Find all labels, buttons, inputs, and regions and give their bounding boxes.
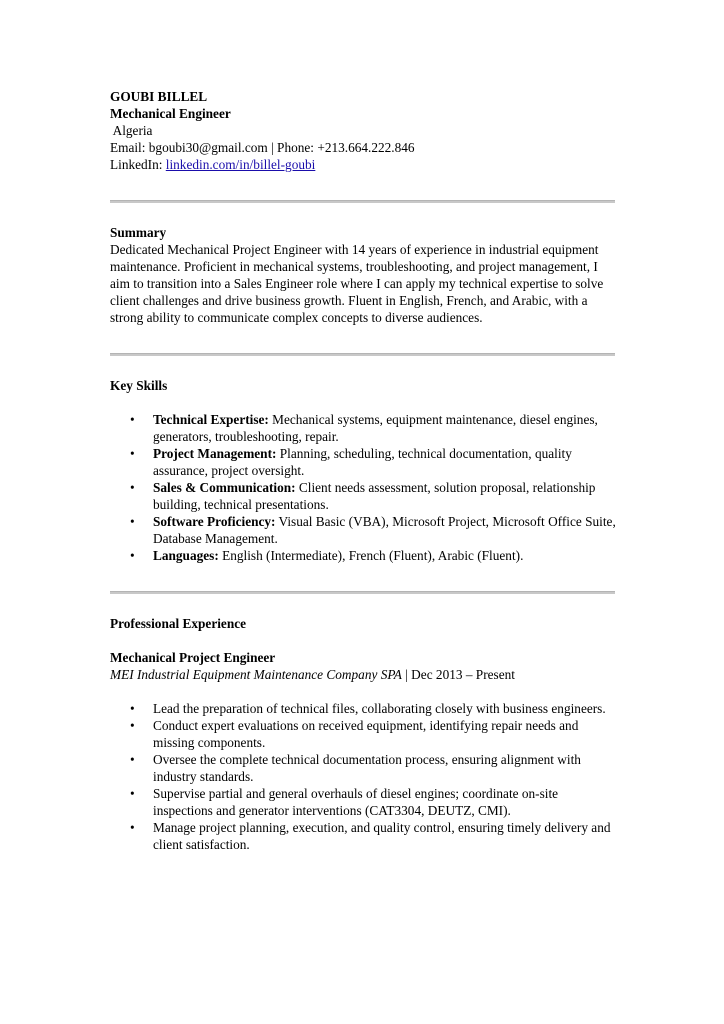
- skill-label: Languages:: [153, 548, 219, 563]
- skill-label: Software Proficiency:: [153, 514, 276, 529]
- skills-list: [110, 411, 616, 564]
- summary-text: Dedicated Mechanical Project Engineer with 14 years of experience in industrial equipment maintenance. Proficient in mechanical systems, troubleshooting, and project management, I aim to transition into a Sales Engineer role where I can apply my technical expertise to solve client challenges and drive business growth. Fluent in English, French, and Arabic, with a strong ability to communicate complex concepts to diverse audiences.: [110, 242, 604, 325]
- skill-text: Planning, scheduling, technical documentation, quality assurance, project oversight.: [153, 446, 572, 478]
- bullet-icon: •: [130, 820, 135, 835]
- contact-line: Email: bgoubi30@gmail.com | Phone: +213.664.222.846: [110, 140, 415, 155]
- job-role: Mechanical Project Engineer: [110, 650, 276, 665]
- job-bullet-text: Oversee the complete technical documentation process, ensuring alignment with industry standards.: [153, 752, 581, 784]
- skill-label: Technical Expertise:: [153, 412, 269, 427]
- skill-item: [110, 513, 616, 547]
- job-bullets: [110, 700, 616, 853]
- job-bullet: [110, 819, 616, 853]
- candidate-title: Mechanical Engineer: [110, 106, 231, 121]
- candidate-name: GOUBI BILLEL: [110, 89, 208, 104]
- bullet-icon: •: [130, 752, 135, 767]
- job-company: MEI Industrial Equipment Maintenance Company SPA: [110, 667, 402, 682]
- job-bullet-text: Conduct expert evaluations on received equipment, identifying repair needs and missing components.: [153, 718, 579, 750]
- candidate-location: Algeria: [110, 123, 153, 138]
- skill-text: Client needs assessment, solution proposal, relationship building, technical presentations.: [153, 480, 596, 512]
- bullet-icon: •: [130, 446, 135, 461]
- job-bullet-text: Supervise partial and general overhauls of diesel engines; coordinate on-site inspections and generator interventions (CAT3304, DEUTZ, CMI).: [153, 786, 559, 818]
- bullet-icon: •: [130, 514, 135, 529]
- linkedin-link[interactable]: linkedin.com/in/billel-goubi: [165, 157, 316, 172]
- skills-section: [110, 377, 616, 564]
- skills-heading: Key Skills: [110, 378, 168, 393]
- skill-item: [110, 411, 616, 445]
- experience-section: [110, 615, 616, 853]
- job-bullet: [110, 785, 616, 819]
- skill-text: Mechanical systems, equipment maintenance, diesel engines, generators, troubleshooting, repair.: [153, 412, 598, 444]
- bullet-icon: •: [130, 548, 135, 563]
- skill-label: Project Management:: [153, 446, 277, 461]
- experience-heading: Professional Experience: [110, 616, 247, 631]
- bullet-icon: •: [130, 701, 135, 716]
- skill-item: [110, 479, 616, 513]
- bullet-icon: •: [130, 718, 135, 733]
- summary-heading: Summary: [110, 225, 167, 240]
- job-bullet: [110, 751, 616, 785]
- skill-item: [110, 547, 616, 564]
- job-company-line: [110, 666, 616, 683]
- resume-page: [110, 88, 616, 853]
- skill-item: [110, 445, 616, 479]
- bullet-icon: •: [130, 480, 135, 495]
- skill-text: English (Intermediate), French (Fluent), Arabic (Fluent).: [218, 548, 524, 563]
- job-dates: | Dec 2013 – Present: [401, 667, 515, 682]
- skill-text: Visual Basic (VBA), Microsoft Project, Microsoft Office Suite, Database Management.: [153, 514, 616, 546]
- bullet-icon: •: [130, 786, 135, 801]
- bullet-icon: •: [130, 412, 135, 427]
- resume-header: [110, 88, 616, 173]
- linkedin-line: [110, 156, 616, 173]
- job-bullet: [110, 700, 616, 717]
- job-bullet-text: Lead the preparation of technical files, collaborating closely with business engineers.: [153, 701, 606, 716]
- linkedin-label: LinkedIn:: [110, 157, 166, 172]
- job-bullet: [110, 717, 616, 751]
- skill-label: Sales & Communication:: [153, 480, 296, 495]
- summary-section: [110, 224, 616, 326]
- job-bullet-text: Manage project planning, execution, and quality control, ensuring timely delivery and client satisfaction.: [153, 820, 611, 852]
